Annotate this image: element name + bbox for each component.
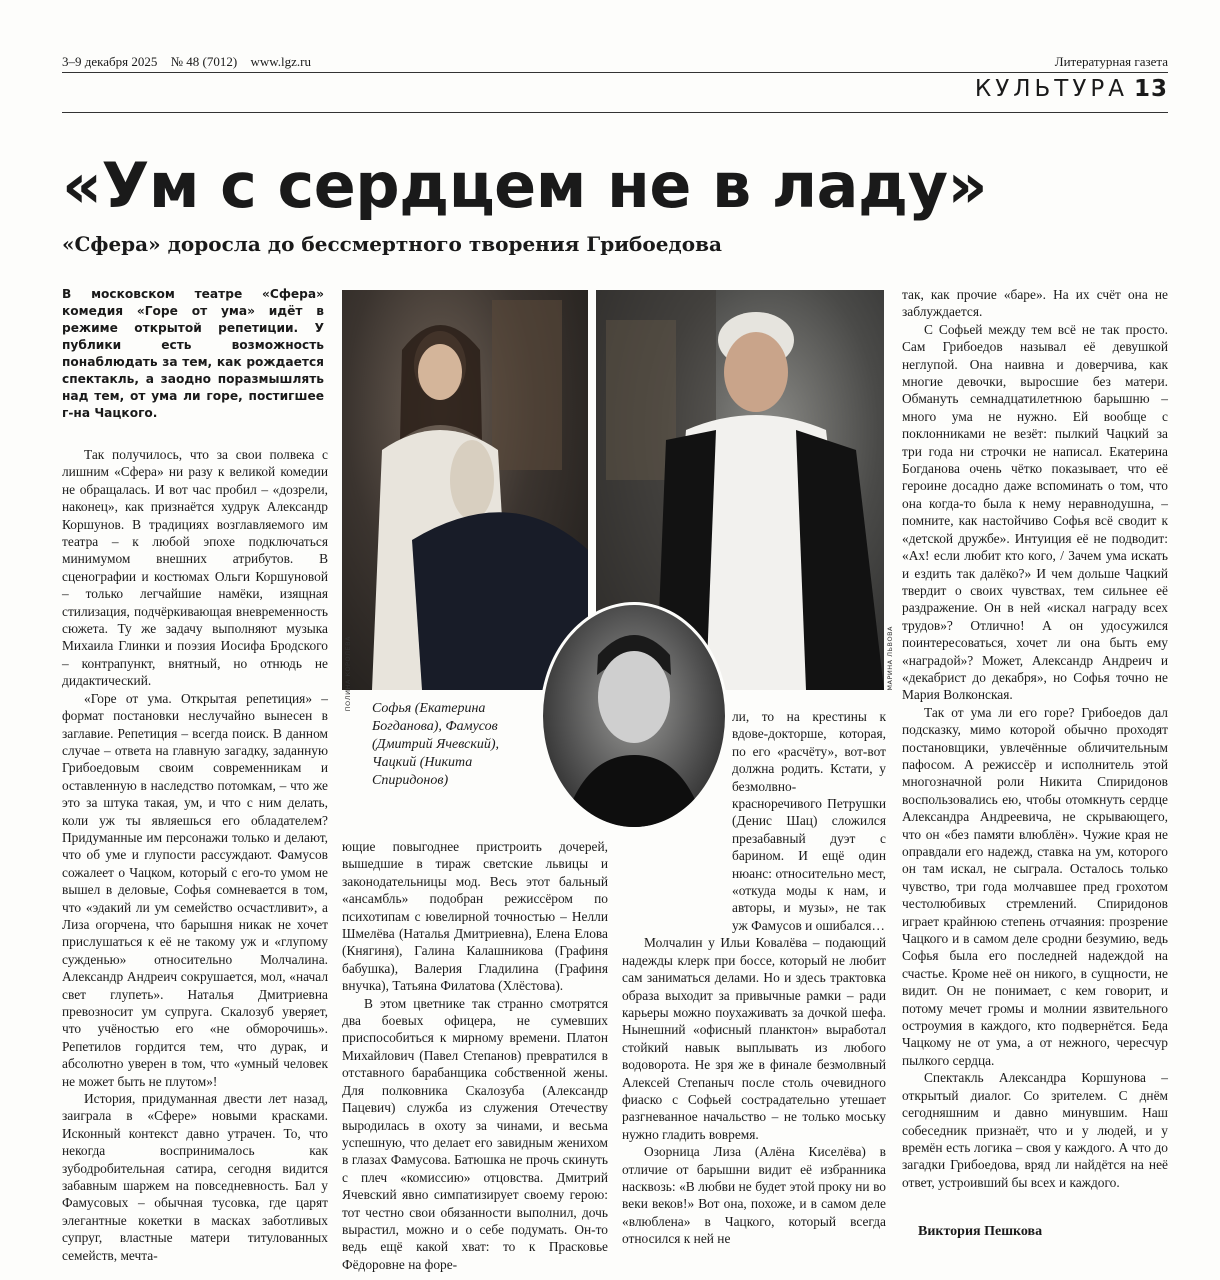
photo-caption: Софья (Екатерина Богданова), Фамусов (Дмитрий Ячевский), Чацкий (Никита Спиридонов) bbox=[372, 701, 500, 788]
section-rule bbox=[62, 112, 1168, 113]
paragraph: История, придуманная двести лет назад, заиграла в «Сфере» новыми красками. Исконный контекст давно утрачен. То, что некогда воспринималось как зубодробительная сатира, сегодня видится забавным шаржем на повседневность. Бал у Фамусовых – обычная тусовка, где царят элегантные кокетки в масках заботливых супруг, властные матери титулованных семейств, мечта- bbox=[62, 1091, 328, 1263]
paragraph: ющие повыгоднее пристроить дочерей, вышедшие в тираж светские львицы и законодательницы мод. Весь этот бальный «ансамбль» подобран режиссёром по психотипам с ювелирной точностью – Нелли Шмелёва (Наталья Дмитриевна), Елена Елова (Княгиня), Галина Калашникова (Графиня бабушка), Валерия Гладилина (Графиня внучка), Татьяна Филатова (Хлёстова). bbox=[342, 839, 608, 994]
photo-sofya bbox=[342, 290, 588, 690]
paper-name: Литературная газета bbox=[1054, 54, 1168, 69]
issue-dates: 3–9 декабря 2025 bbox=[62, 54, 158, 69]
section-name: КУЛЬТУРА bbox=[974, 76, 1128, 102]
photo-credit-2: МАРИНА ЛЬВОВА bbox=[886, 626, 894, 691]
subheadline: «Сфера» доросла до бессмертного творения Грибоедова bbox=[62, 232, 722, 256]
paragraph: «Горе от ума. Открытая репетиция» – формат постановки неслучайно вынесен в заглавие. Репетиция – всегда поиск. В данном случае – ответа на главную загадку, заданную Грибоедовым своим современникам и оставленную в наследство потомкам, – что же это за штука такая, ум, и что с ним делать, коли уж ты являешься его обладателем? Придуманные им персонажи только и делают, что об уме и глупости рассуждают. Фамусов сожалеет о Чацком, который с его-то умом не вышел в деловые, Софья сомневается в том, что «эдакий ли ум семейство осчастливит», а Лиза огорчена, что барышня никак не хочет прислушаться к её не такому уж и «глупому сужденью» относительно Молчалина. Александр Андреич сокрушается, мол, «начал свет глупеть». Наталья Дмитриевна превозносит ум супруга. Скалозуб уверяет, что учёностью его «не обморочишь». Репетилов гордится тем, что дурак, и абсолютно уверен в том, что «умный человек не может быть не плутом»! bbox=[62, 690, 328, 1089]
paragraph: Так от ума ли его горе? Грибоедов дал подсказку, мимо которой обычно проходят постановщики, увлечённые обличительным пафосом. А режиссёр и исполнитель этой многозначной роли Никита Спиридонов воспользовались ею, чтобы отомкнуть сердце Александра Андреевича, не скрывающего, что он «без памяти влюблён». Чужие края не оправдали его надежд, ставка на ум, которого он там искал, не сыграла. Осталось только чувство, три года молчавшее пред грохотом честолюбивых стремлений. Спиридонов играет крайнюю степень отчаяния: прозрение Чацкого и в самом деле сродни безумию, ведь Софья была его последней надеждой на счастье. Кроме неё он никого, в сущности, не видит. Он не понимает, с кем говорит, и потому мечет громы и молнии язвительного остроумия в каждого, кто подвернётся. Беда Чацкому не от ума, а от нежного, чересчур пылкого сердца. bbox=[902, 704, 1168, 1068]
column-3 bbox=[622, 708, 886, 1248]
issue-info bbox=[62, 54, 321, 70]
top-rule bbox=[62, 72, 1168, 73]
column-4 bbox=[902, 286, 1168, 1191]
paragraph: Молчалин у Ильи Ковалёва – подающий надежды клерк при боссе, который не любит сам заниматься делами. Но и здесь трактовка образа выходит за привычные рамки – ради карьеры можно поухаживать за дочкой шефа. Нынешний «офисный планктон» выработал стойкий навык выплывать из любого водоворота. Не зря же в финале безмолвный Алексей Степаныч после столь очевидного фиаско с Софьей сострадательно утешает разгневанное начальство – не только моську нужно гладить вовремя. bbox=[622, 935, 886, 1142]
photo-sofya-illustration bbox=[342, 290, 588, 690]
author-byline: Виктория Пешкова bbox=[918, 1224, 1043, 1239]
photo-credit-1: ПОЛИНА КОРОЛЕВА bbox=[344, 636, 352, 712]
column-1 bbox=[62, 446, 328, 1264]
paragraph: Озорница Лиза (Алёна Киселёва) в отличие от барышни видит её избранника насквозь: «В любви не будет этой проку ни во веки веков!» Вот она, похоже, и в самом деле «влюблена» в Чацкого, который всегда относился к ней не bbox=[622, 1144, 886, 1247]
top-bar bbox=[62, 54, 1168, 72]
headline: «Ум с сердцем не в ладу» bbox=[62, 149, 988, 222]
lead-paragraph: В московском театре «Сфера» комедия «Горе от ума» идёт в режиме открытой репетиции. У публики есть возможность понаблюдать за тем, как рождается спектакль, а заодно поразмышлять над тем, от ума ли горе, постигшее г-на Чацкого. bbox=[62, 287, 324, 420]
section-label bbox=[975, 76, 1168, 102]
page-number: 13 bbox=[1133, 76, 1168, 102]
paragraph: ли, то на крестины к вдове-докторше, которая, по его «расчёту», вот-вот должна родить. Кстати, у безмолвно-красноречивого Петрушки (Денис Шац) сложился презабавный дуэт с барином. И ещё один нюанс: относительно мест, «откуда моды к нам, и авторы, и музы», не так уж Фамусов и ошибался… bbox=[732, 709, 886, 933]
issue-number: № 48 (7012) bbox=[170, 54, 238, 69]
column-2 bbox=[342, 838, 608, 1273]
paragraph: Так получилось, что за свои полвека с лишним «Сфера» ни разу к великой комедии не обращалась. И вот час пробил – «дозрели, наконец», как признаётся худрук Александр Коршунов. В традициях возглавляемого им театра – к любой эпохе подключаться минимумом внешних атрибутов. В сценографии и костюмах Ольги Коршуновой – только легчайшие намёки, изящная стилизация, подчёркивающая вневременность сюжета. Ту же задачу выполняют музыка Михаила Глинки и поэзия Иосифа Бродского – контрапункт, внятный, но отнюдь не дидактический. bbox=[62, 447, 328, 689]
site-url: www.lgz.ru bbox=[250, 54, 311, 69]
paragraph: С Софьей между тем всё не так просто. Сам Грибоедов называл её девушкой неглупой. Она наивна и доверчива, как многие девочки, выросшие без матери. Обмануть семнадцатилетнюю барышню – много ума не нужно. Ей вообще с поклонниками не везёт: пылкий Чацкий за три года ни строчки не написал. Екатерина Богданова очень чётко показывает, что её героине досадно даже вспоминать о том, что она когда-то была к нему неравнодушна, – помните, как настойчиво Софья всё сводит к «детской дружбе». Интуиция её не подводит: «Ах! если любит кто кого, / Зачем ума искать и ездить так далёко?» И чем дольше Чацкий твердит о своих чувствах, тем сильнее её раздражение. Он в ней «искал награду всех трудов»? Отлично! А он удосужился поинтересоваться, хочет ли она быть ему «наградой»? Может, Александр Андреич и «декабрист до декабря», но Софья точно не Мария Волконская. bbox=[902, 321, 1168, 703]
paragraph: так, как прочие «баре». На их счёт она не заблуждается. bbox=[902, 287, 1168, 320]
paragraph: В этом цветнике так странно смотрятся два боевых офицера, не сумевших приспособиться к мирному времени. Платон Михайлович (Павел Степанов) превратился в отставного барабанщика собственной жены. Для полковника Скалозуба (Александр Пацевич) служба из служения Отечеству выродилась в охоту за чинами, и весьма успешную, что делает его завидным женихом в глазах Фамусова. Батюшка не прочь скинуть с плеч «комиссию» отцовства. Дмитрий Ячевский явно симпатизирует своему герою: тот честно свои обязанности выполнил, дочь вырастил, можно и о себе подумать. Он-то ведь ещё какой хват: то к Прасковье Фёдоровне на фоpe- bbox=[342, 995, 608, 1272]
paragraph: Спектакль Александра Коршунова – открытый диалог. Со зрителем. С днём сегодняшним и давно минувшим. Наш собеседник признаёт, что и у людей, и у времён есть логика – своя у каждого. А что до загадки Грибоедова, вряд ли найдётся на неё ответ, устроивший бы всех и каждого. bbox=[902, 1070, 1168, 1190]
